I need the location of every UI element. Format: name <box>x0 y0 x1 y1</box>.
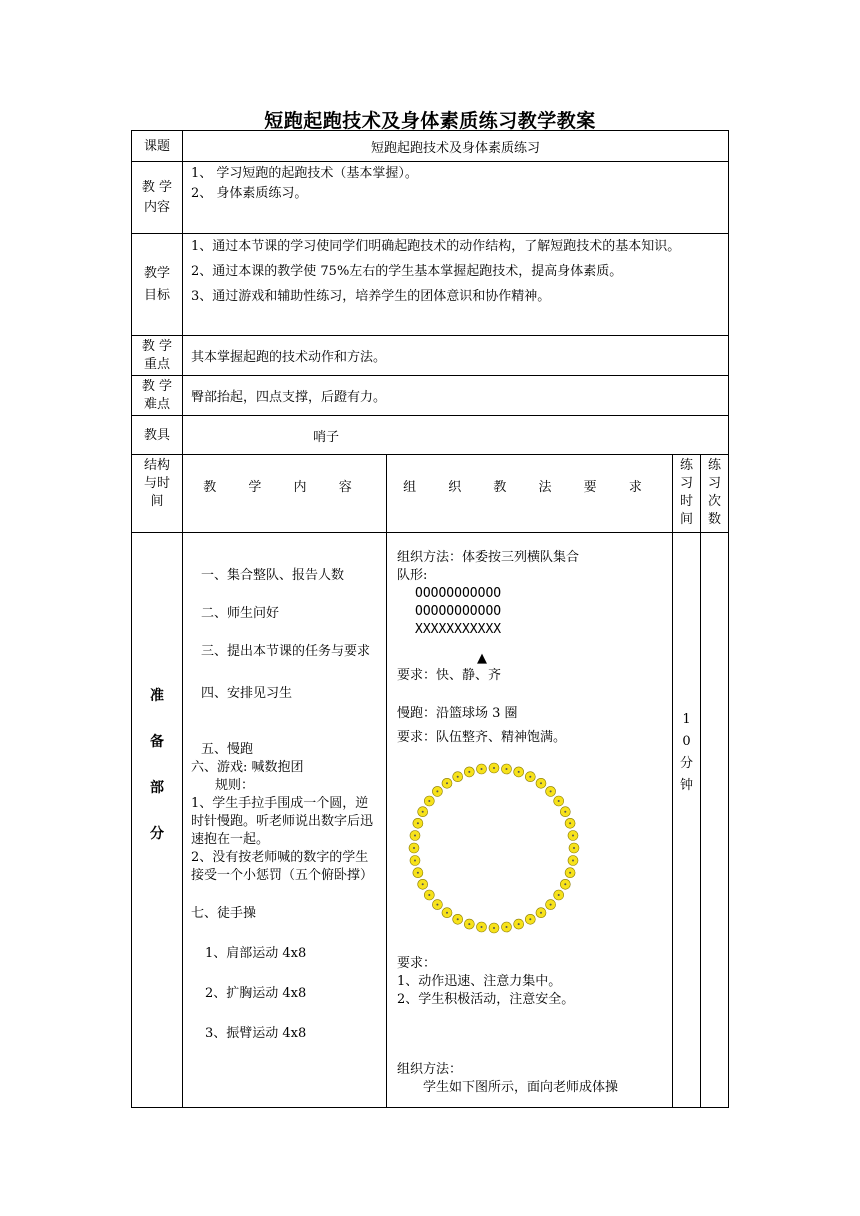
student-dot-center <box>436 790 438 792</box>
header-time: 练习时间 <box>673 455 701 533</box>
practice-time: 10分钟 <box>679 712 693 793</box>
student-dot-center <box>529 918 531 920</box>
content-item: 规则： <box>215 778 255 793</box>
student-dot-center <box>468 771 470 773</box>
teacher-marker-icon: ▲ <box>477 651 487 666</box>
student-dot-center <box>481 768 483 770</box>
student-dot-center <box>428 894 430 896</box>
org-requirement-item: 1、动作迅速、注意力集中。 <box>397 974 562 989</box>
student-dot-center <box>540 912 542 914</box>
goals-value: 1、通过本节课的学习使同学们明确起跑技术的动作结构，了解短跑技术的基本知识。 2、通过本课的教学使 75%左右的学生基本掌握起跑技术，提高身体素质。 3、通过游戏和辅助性练习，培养学生的团体意识和协作精神。 <box>183 234 729 336</box>
org-method-text: 学生如下图所示，面向老师成体操 <box>423 1080 619 1095</box>
page-title: 短跑起跑技术及身体素质练习教学教案 <box>264 110 596 132</box>
phase-label: 准 备 部 分 <box>132 533 183 1108</box>
student-dot-center <box>457 776 459 778</box>
student-dot-center <box>540 782 542 784</box>
row-equipment <box>132 416 729 455</box>
student-dot-center <box>550 790 552 792</box>
content-item: 五、慢跑 <box>201 742 254 757</box>
content-label: 教 学内容 <box>132 162 183 234</box>
student-dot-center <box>436 904 438 906</box>
student-dot-center <box>428 800 430 802</box>
student-dot-center <box>550 904 552 906</box>
row-topic <box>132 131 729 162</box>
org-method: 组织方法： <box>397 1062 463 1077</box>
content-item: 3、振臂运动 4x8 <box>205 1026 307 1041</box>
student-dot-center <box>506 926 508 928</box>
student-dot-center <box>573 847 575 849</box>
content-item: 三、提出本节课的任务与要求 <box>201 644 371 659</box>
formation-label: 队形: <box>397 568 428 583</box>
content-item: 六、游戏: 喊数抱团 <box>191 760 304 775</box>
row-preparation <box>132 533 729 1108</box>
organization-column <box>387 533 673 1108</box>
row-header <box>132 455 729 533</box>
student-dot-center <box>518 771 520 773</box>
student-dot-center <box>506 768 508 770</box>
student-dot-center <box>572 860 574 862</box>
header-organization: 组 织 教 法 要 求 <box>387 455 673 533</box>
goals-label: 教学目标 <box>132 234 183 336</box>
content-value: 1、 学习短跑的起跑技术（基本掌握）。 2、 身体素质练习。 <box>183 162 729 234</box>
student-dot-center <box>564 811 566 813</box>
jog-instruction: 慢跑：沿篮球场 3 圈 <box>397 706 518 721</box>
circle-formation-diagram <box>399 753 589 943</box>
content-item: 2、没有按老师喊的数字的学生接受一个小惩罚（五个俯卧撑） <box>191 850 374 883</box>
formation-row: OOOOOOOOOOO <box>415 604 502 619</box>
student-dot-center <box>564 883 566 885</box>
key-label: 教 学重点 <box>132 336 183 376</box>
org-method: 组织方法：体委按三列横队集合 <box>397 550 580 565</box>
row-key <box>132 336 729 376</box>
equipment-label: 教具 <box>132 416 183 455</box>
content-item: 四、安排见习生 <box>201 686 293 701</box>
difficulty-value: 臀部抬起，四点支撑，后蹬有力。 <box>183 376 729 416</box>
student-dot-center <box>569 872 571 874</box>
row-difficulty <box>132 376 729 416</box>
org-requirement-item: 2、学生积极活动，注意安全。 <box>397 992 575 1007</box>
student-dot-center <box>558 800 560 802</box>
difficulty-label: 教 学难点 <box>132 376 183 416</box>
formation-row: OOOOOOOOOOO <box>415 586 502 601</box>
student-dot-center <box>518 923 520 925</box>
student-dot-center <box>446 912 448 914</box>
org-requirement: 要求： <box>397 956 437 971</box>
content-item: 1、学生手拉手围成一个圆，逆时针慢跑。听老师说出数字后迅速抱在一起。 <box>191 796 374 847</box>
row-content <box>132 162 729 234</box>
student-dot-center <box>481 926 483 928</box>
org-requirement: 要求：队伍整齐、精神饱满。 <box>397 730 567 745</box>
student-dot-center <box>493 927 495 929</box>
lesson-plan-table <box>131 130 729 1108</box>
content-item: 1、肩部运动 4x8 <box>205 946 307 961</box>
student-dot-center <box>422 811 424 813</box>
topic-label: 课题 <box>132 131 183 162</box>
student-dot-center <box>414 860 416 862</box>
content-column <box>183 533 387 1108</box>
student-dot-center <box>569 822 571 824</box>
student-dot-center <box>529 776 531 778</box>
count-column <box>701 533 729 1108</box>
student-dot-center <box>493 767 495 769</box>
content-item: 七、徒手操 <box>191 906 257 921</box>
student-dot-center <box>422 883 424 885</box>
row-goals <box>132 234 729 336</box>
student-dot-center <box>468 923 470 925</box>
time-column <box>673 533 701 1108</box>
header-count: 练习次数 <box>701 455 729 533</box>
content-item: 2、扩胸运动 4x8 <box>205 986 307 1001</box>
student-dot-center <box>417 872 419 874</box>
student-dot-center <box>457 918 459 920</box>
equipment-value: 哨子 <box>183 416 729 455</box>
student-dot-center <box>417 822 419 824</box>
content-item: 二、师生问好 <box>201 606 280 621</box>
student-dot-center <box>414 835 416 837</box>
student-dot-center <box>413 847 415 849</box>
topic-value: 短跑起跑技术及身体素质练习 <box>183 131 729 162</box>
header-structure: 结构与时间 <box>132 455 183 533</box>
student-dot-center <box>558 894 560 896</box>
formation-row: XXXXXXXXXXX <box>415 622 502 637</box>
content-item: 一、集合整队、报告人数 <box>201 568 345 583</box>
student-dot-center <box>446 782 448 784</box>
header-content: 教 学 内 容 <box>183 455 387 533</box>
student-dot-center <box>572 835 574 837</box>
org-requirement: 要求：快、静、齐 <box>397 668 502 683</box>
key-value: 其本掌握起跑的技术动作和方法。 <box>183 336 729 376</box>
